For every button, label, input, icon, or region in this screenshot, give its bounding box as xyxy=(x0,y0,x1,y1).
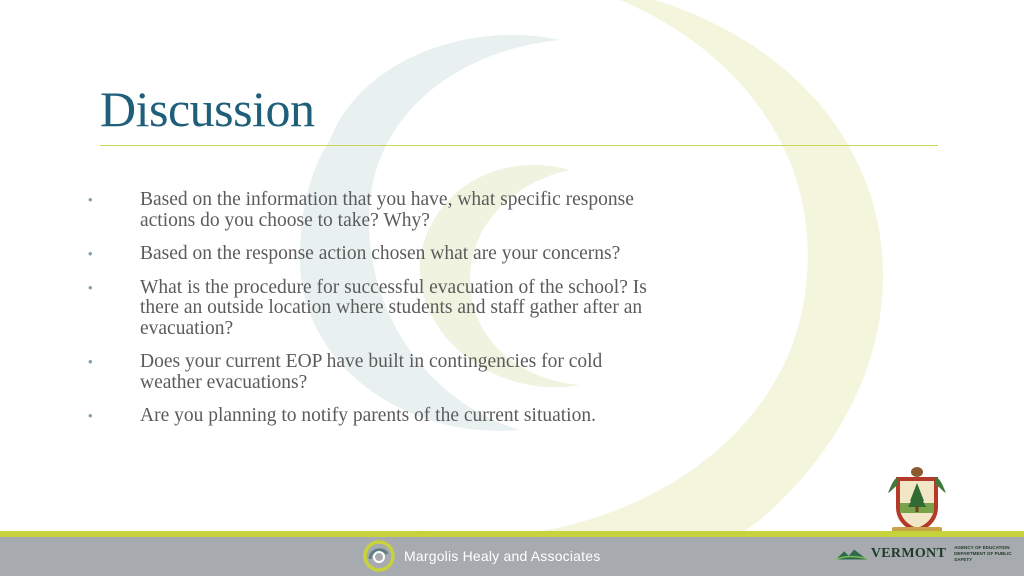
slide-title: Discussion xyxy=(100,81,315,137)
vermont-wordmark: VERMONT xyxy=(870,546,947,561)
swirl-logo-icon xyxy=(362,539,396,573)
bullet-item xyxy=(88,278,648,340)
margolis-healy-logo xyxy=(362,538,600,574)
company-name: Margolis Healy and Associates xyxy=(404,548,601,564)
title-divider xyxy=(100,145,938,146)
discussion-bullet-list xyxy=(88,190,648,440)
vermont-agency-logo xyxy=(836,543,1024,565)
mountain-icon xyxy=(836,547,867,561)
bullet-item xyxy=(88,190,648,231)
bullet-marker: • xyxy=(88,354,93,369)
bullet-text: Does your current EOP have built in contingencies for cold weather evacuations? xyxy=(140,351,603,393)
bullet-item xyxy=(88,406,648,427)
bullet-marker: • xyxy=(88,279,93,295)
agency-line-education: AGENCY OF EDUCATION xyxy=(954,545,1010,550)
bullet-text: Based on the response action chosen what are your concerns? xyxy=(140,243,621,264)
agency-line-public-safety: DEPARTMENT OF PUBLIC SAFETY xyxy=(954,551,1012,562)
bullet-text: Are you planning to notify parents of the current situation. xyxy=(140,405,596,426)
bullet-marker: • xyxy=(88,246,93,261)
bullet-text: What is the procedure for successful evacuation of the school? Is there an outside location where students and staff gather after an evacuation? xyxy=(140,276,647,339)
bullet-marker: • xyxy=(88,192,93,207)
agency-names xyxy=(954,545,1024,563)
bullet-marker: • xyxy=(88,408,93,423)
bullet-item xyxy=(88,352,648,393)
bullet-item xyxy=(88,244,648,265)
bullet-text: Based on the information that you have, what specific response actions do you choose to take? Why? xyxy=(140,189,634,231)
vermont-seal-icon xyxy=(884,463,950,535)
